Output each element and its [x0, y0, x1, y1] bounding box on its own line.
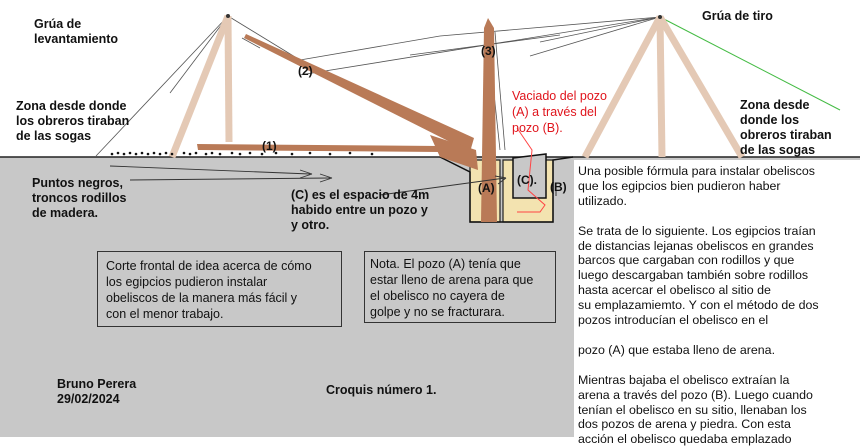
explanation-line-6: de distancias lejanas obeliscos en grandes: [578, 238, 814, 253]
marker-c: (C).: [517, 173, 537, 187]
zone-right-line-2: donde los: [740, 113, 800, 127]
note-line-4: golpe y no se fracturara.: [370, 305, 505, 319]
zone-left-label: [16, 99, 129, 144]
emptying-line-2: (A) a través del: [512, 105, 597, 119]
front-line-3: obeliscos de la manera más fácil y: [106, 291, 298, 305]
explanation-line-1: Una posible fórmula para instalar obeliscos: [578, 164, 815, 178]
note-line-2: estar lleno de arena para que: [370, 273, 534, 287]
explanation-line-15: Mientras bajaba el obelisco extraían la: [578, 372, 790, 387]
author-name: Bruno Perera: [57, 377, 137, 391]
emptying-label: [512, 88, 607, 136]
front-line-4: con el menor trabajo.: [106, 307, 224, 321]
explanation-line-8: luego descargaban también sobre rodillos: [578, 268, 809, 283]
crane-lift-line-2: levantamiento: [34, 32, 119, 46]
obelisk-1: [197, 144, 440, 152]
pull-crane: [585, 15, 742, 157]
explanation-line-5: Se trata de lo siguiente. Los egipcios traían: [578, 223, 816, 238]
marker-3: (3): [481, 44, 496, 58]
author-block: [57, 377, 136, 407]
black-dots-line-3: de madera.: [32, 206, 99, 220]
note-text: [370, 256, 555, 320]
obelisk-2: [244, 34, 474, 152]
explanation-line-19: acción el obelisco quedaba emplazado: [578, 432, 792, 447]
explanation-line-18: dos pozos de arena y piedra. Con esta: [578, 417, 791, 432]
explanation-line-3: utilizado.: [578, 193, 627, 208]
explanation-line-17: tenían el obelisco en su sitio, llenaban los: [578, 402, 807, 417]
sketch-label: Croquis número 1.: [326, 383, 437, 397]
crane-pull-label: Grúa de tiro: [702, 9, 773, 23]
space-c-label: [291, 188, 429, 233]
zone-left-line-1: Zona desde donde: [16, 99, 127, 113]
author-date: 29/02/2024: [57, 392, 120, 406]
zone-right-label: [740, 98, 832, 158]
explanation-line-13: pozo (A) que estaba lleno de arena.: [578, 342, 776, 357]
zone-left-line-3: de las sogas: [16, 129, 92, 143]
front-line-2: los egipcios pudieron instalar: [106, 275, 268, 289]
marker-b: (B): [550, 180, 567, 194]
emptying-line-1: Vaciado del pozo: [512, 89, 607, 103]
marker-1: (1): [262, 139, 277, 153]
marker-a: (A): [478, 181, 495, 195]
zone-right-line-4: de las sogas: [740, 143, 816, 157]
front-section-text: [106, 258, 341, 322]
explanation-line-16: arena a través del pozo (B). Luego cuando: [578, 387, 813, 402]
space-c-line-1: (C) es el espacio de 4m: [291, 188, 430, 202]
note-line-1: Nota. El pozo (A) tenía que: [370, 257, 521, 271]
explanation-line-9: hasta acercar el obelisco al sitio de: [578, 283, 771, 298]
explanation-line-14: [578, 358, 819, 373]
roller-logs: [111, 152, 374, 156]
black-dots-line-1: Puntos negros,: [32, 176, 123, 190]
explanation-line-11: pozos introducían el obelisco en el: [578, 313, 769, 328]
space-c-line-3: y otro.: [291, 218, 330, 232]
explanation-line-12: [578, 328, 819, 343]
emptying-line-3: pozo (B).: [512, 121, 563, 135]
black-dots-label: [32, 176, 126, 221]
note-line-3: el obelisco no cayera de: [370, 289, 505, 303]
crane-lift-line-1: Grúa de: [34, 17, 82, 31]
explanation-line-2: que los egipcios bien pudieron haber: [578, 178, 781, 193]
lift-crane: [172, 14, 230, 157]
explanation-line-4: [578, 209, 819, 224]
zone-left-line-2: los obreros tiraban: [16, 114, 130, 128]
black-dots-line-2: troncos rodillos: [32, 191, 127, 205]
crane-lift-label: [34, 17, 118, 47]
explanation-line-7: barcos que cargaban con rodillos y que: [578, 253, 795, 268]
marker-2: (2): [298, 64, 313, 78]
explanation-line-10: su emplazamiemto. Y con el método de dos: [578, 298, 819, 313]
space-c-line-2: habido entre un pozo y: [291, 203, 428, 217]
zone-right-line-1: Zona desde: [740, 98, 810, 112]
front-line-1: Corte frontal de idea acerca de cómo: [106, 259, 312, 273]
front-section-box: [97, 251, 342, 327]
note-box: [364, 251, 556, 323]
zone-right-line-3: obreros tiraban: [740, 128, 832, 142]
explanation-text: [578, 164, 819, 447]
